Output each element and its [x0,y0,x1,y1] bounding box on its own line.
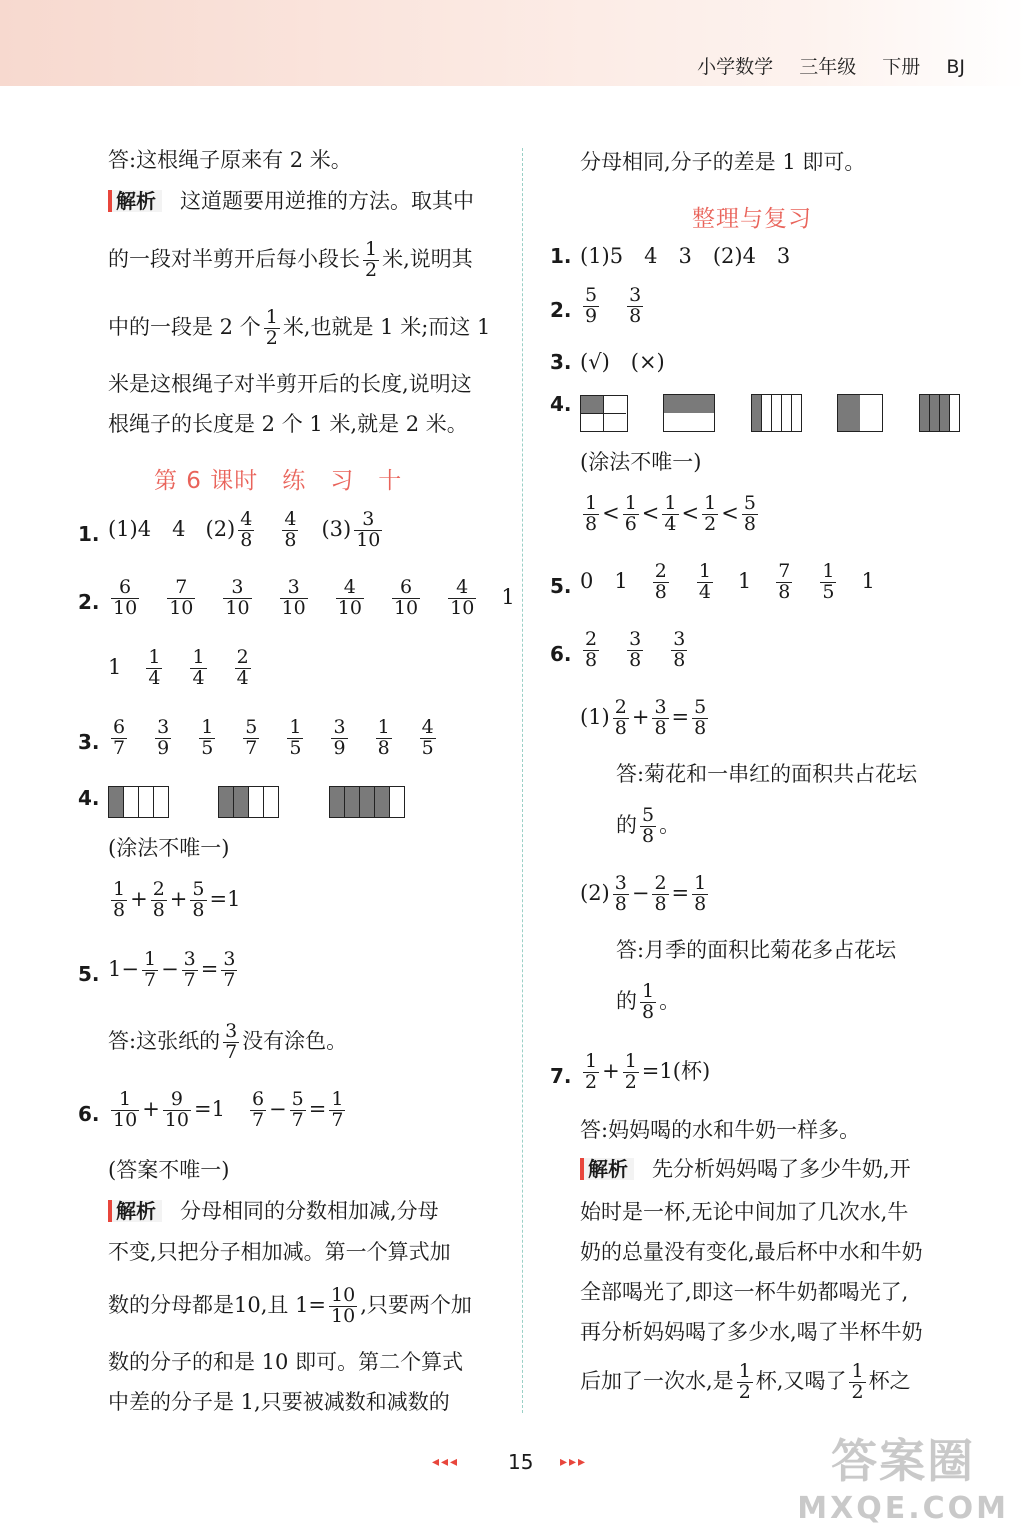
q2-right: 2. $\frac{5}{9}$ $\frac{3}{8}$ [550,284,642,327]
shaded-grid [663,394,715,432]
header-info [677,52,965,79]
fraction: $\frac{1}{2}$ [365,238,378,281]
question-number: 5. [78,962,100,986]
analysis-tag: 解析 [108,190,162,212]
rope-answer: 答:这根绳子原来有 2 米。 [108,148,352,172]
q2-left-row2: 1 $\frac{1}{4}$ $\frac{1}{4}$ $\frac{2}{4}$ [108,646,249,689]
question-number: 2. [78,590,100,614]
section-title-review: 整理与复习 [692,206,812,232]
question-number: 6. [78,1102,100,1126]
analysis-3-line-5: 再分析妈妈喝了多少水,喝了半杯牛奶 [580,1320,923,1344]
continued-text: 分母相同,分子的差是 1 即可。 [580,150,866,174]
header-edition: BJ [946,56,965,78]
column-divider [522,148,523,1413]
page-number: 15 [508,1450,534,1474]
analysis-2-line-3: 数的分母都是10,且 1= $\frac{10}{10}$ ,只要两个加 [108,1284,472,1327]
header-subject: 小学数学 [697,56,774,78]
shaded-grid [580,395,628,432]
analysis-1-line-2: 的一段对半剪开后每小段长 $\frac{1}{2}$ 米,说明其 [108,238,473,281]
question-number: 7. [550,1064,572,1088]
analysis-tag: 解析 [108,1200,162,1222]
q1-left: 1. (1)4 4 (2) $\frac{4}{8}$ $\frac{4}{8}$ (3) $\frac{3}{10}$ [78,508,381,551]
analysis-3-line-6: 后加了一次水,是 $\frac{1}{2}$ 杯,又喝了 $\frac{1}{2}$ 杯之 [580,1360,911,1403]
q5-right: 5. 0 1 $\frac{2}{8}$ $\frac{1}{4}$ 1 $\frac{7}{8}$ $\frac{1}{5}$ 1 [550,560,875,603]
question-number: 1. [78,522,100,546]
question-number: 1. [550,244,572,268]
q5-left: 5. 1− $\frac{1}{7}$ − $\frac{3}{7}$ = $\frac{3}{7}$ [78,948,236,991]
question-number: 4. [78,786,100,810]
q7-right-answer: 答:妈妈喝的水和牛奶一样多。 [580,1118,861,1142]
question-number: 2. [550,298,572,322]
q4-right-inequality: $\frac{1}{8}$ < $\frac{1}{6}$ < $\frac{1}{4}$ < $\frac{1}{2}$ < $\frac{5}{8}$ [585,492,756,535]
q4-right-note: (涂法不唯一) [580,450,702,474]
question-number: 4. [550,392,572,416]
analysis-2-line-5: 中差的分子是 1,只要被减数和减数的 [108,1390,450,1414]
analysis-2-line-2: 不变,只把分子相加减。第一个算式加 [108,1240,451,1264]
analysis-1-line-5: 根绳子的长度是 2 个 1 米,就是 2 米。 [108,412,468,436]
prev-arrows-icon: ◂◂◂ [432,1454,460,1470]
analysis-1-line-1: 解析 这道题要用逆推的方法。取其中 [108,190,474,212]
q6-right-answer2-b: 的 $\frac{1}{8}$ 。 [616,980,681,1023]
shaded-grid [837,394,883,432]
q3-right: 3. (√) (×) [550,350,665,374]
analysis-1-line-3: 中的一段是 2 个 $\frac{1}{2}$ 米,也就是 1 米;而这 1 [108,306,491,349]
watermark: 答案圈 MXQE.COM [797,1434,1009,1526]
question-number: 6. [550,642,572,666]
q5-left-answer: 答:这张纸的 $\frac{3}{7}$ 没有涂色。 [108,1020,348,1063]
q4-left-note: (涂法不唯一) [108,836,230,860]
analysis-2-line-1: 解析 分母相同的分数相加减,分母 [108,1200,439,1222]
analysis-2-line-4: 数的分子的和是 10 即可。第二个算式 [108,1350,464,1374]
q6-right-answer2-a: 答:月季的面积比菊花多占花坛 [616,938,897,962]
q4-left-equation: $\frac{1}{8}$ + $\frac{2}{8}$ + $\frac{5}{8}$ =1 [113,878,241,921]
q6-right-answer1-b: 的 $\frac{5}{8}$ 。 [616,804,681,847]
q6-right-answer1-a: 答:菊花和一串红的面积共占花坛 [616,762,918,786]
shaded-grid [751,394,802,432]
q6-right-part1: (1) $\frac{2}{8}$ + $\frac{3}{8}$ = $\frac{5}{8}$ [580,696,707,739]
analysis-3-line-3: 奶的总量没有变化,最后杯中水和牛奶 [580,1240,923,1264]
shaded-grid [329,786,405,818]
q1-right: 1. (1)5 4 3 (2)4 3 [550,244,791,268]
next-arrows-icon: ▸▸▸ [560,1454,588,1470]
q6-right-part2: (2) $\frac{3}{8}$ − $\frac{2}{8}$ = $\frac{1}{8}$ [580,872,707,915]
q3-left: 3. $\frac{6}{7}$ $\frac{3}{9}$ $\frac{1}{5}$ $\frac{5}{7}$ $\frac{1}{5}$ $\frac{3}{9}$ $\frac{1}{8}$ $\frac{4}{5}$ [78,716,434,759]
analysis-3-line-2: 始时是一杯,无论中间加了几次水,牛 [580,1200,909,1224]
analysis-tag: 解析 [580,1158,634,1180]
q6-left-note: (答案不唯一) [108,1158,230,1182]
shaded-grid [108,786,169,818]
analysis-3-line-1: 解析 先分析妈妈喝了多少牛奶,开 [580,1158,911,1180]
header-volume: 下册 [882,56,921,78]
q6-right: 6. $\frac{2}{8}$ $\frac{3}{8}$ $\frac{3}{8}$ [550,628,686,671]
header-grade: 三年级 [799,56,857,78]
analysis-3-line-4: 全部喝光了,即这一杯牛奶都喝光了, [580,1280,909,1304]
shaded-grid [218,786,279,818]
analysis-1-line-4: 米是这根绳子对半剪开后的长度,说明这 [108,372,472,396]
section-title-lesson6: 第 6 课时 练 习 十 [154,468,403,494]
q4-left [78,786,405,818]
q4-right [550,392,960,432]
question-number: 3. [550,350,572,374]
q6-left: 6. $\frac{1}{10}$ + $\frac{9}{10}$ =1 $\frac{6}{7}$ − $\frac{5}{7}$ = $\frac{1}{7}$ [78,1088,344,1131]
question-number: 3. [78,730,100,754]
fraction: $\frac{1}{2}$ [265,306,278,349]
shaded-grid [919,394,960,432]
q7-right: 7. $\frac{1}{2}$ + $\frac{1}{2}$ =1(杯) [550,1050,711,1093]
q2-left: 2. $\frac{6}{10}$ $\frac{7}{10}$ $\frac{3}{10}$ $\frac{3}{10}$ $\frac{4}{10}$ $\frac{6}{10}$ $\frac{4}{10}$ 1 [78,576,515,619]
question-number: 5. [550,574,572,598]
